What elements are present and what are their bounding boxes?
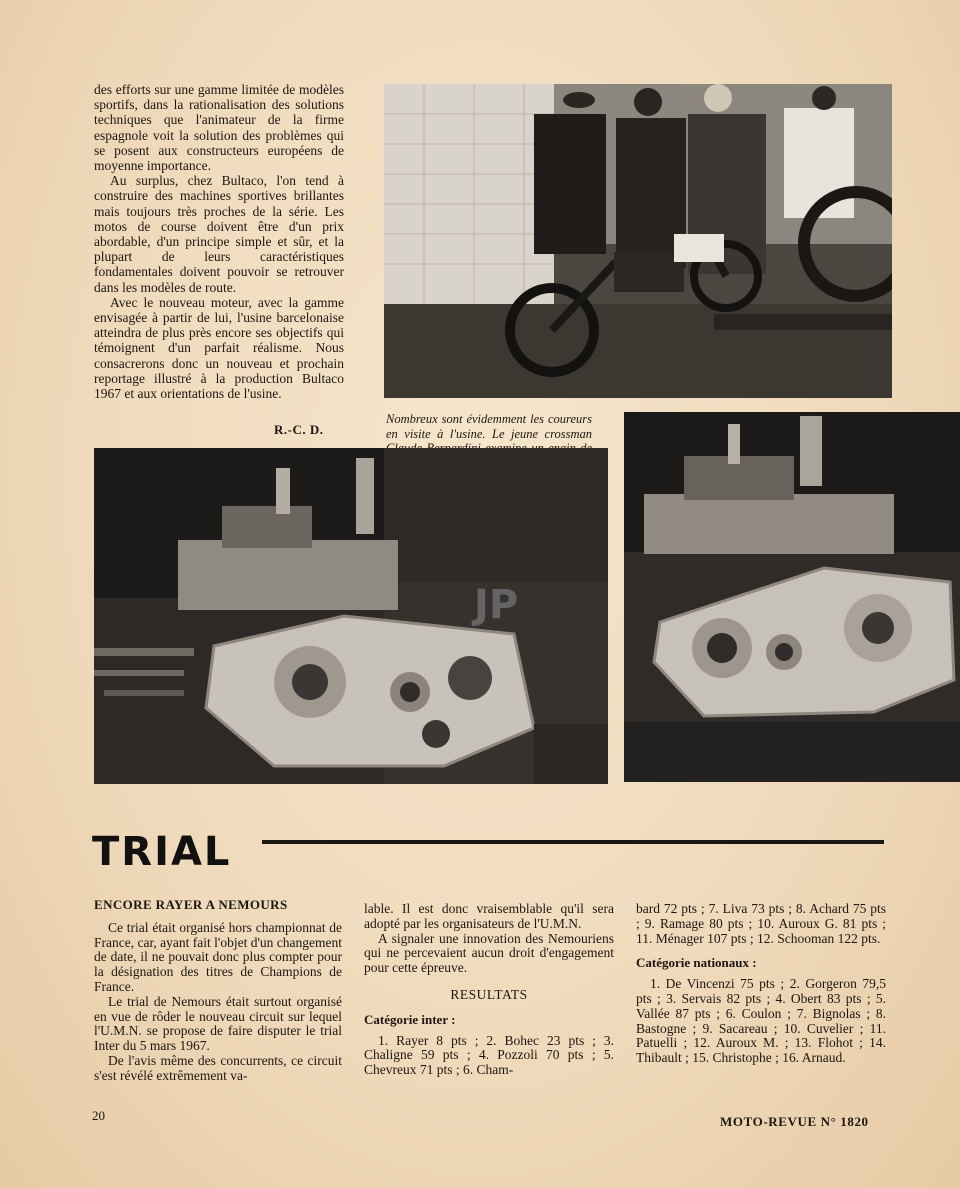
photo-workshop-riders xyxy=(384,84,892,398)
intro-paragraph: Au surplus, chez Bultaco, l'on tend à construire des machines sportives brillantes mais toujours très proches de la série. Les motos de course doivent être d'un prix abordable, d'un principe simple et sûr, et la plupart de leurs caractéristiques fondamentales doivent pouvoir se retrouver dans les modèles de route. xyxy=(94,173,344,295)
category-inter-results-cont: bard 72 pts ; 7. Liva 73 pts ; 8. Achard 75 pts ; 9. Ramage 80 pts ; 10. Auroux G. 81 pts ; 11. Ménager 107 pts ; 12. Schooman 122 pts. xyxy=(636,901,886,946)
category-nationaux-results: 1. De Vincenzi 75 pts ; 2. Gorgeron 79,5 pts ; 3. Servais 82 pts ; 4. Obert 83 pts ; 5. Vallée 87 pts ; 6. Coulon ; 7. Bignolas ; 8. Bastogne ; 9. Sacareau ; 10. Cuvelier ; 11. Patuelli ; 12. Auroux M. ; 13. Flohot ; 14. Thibault ; 15. Christophe ; 16. Arnaud. xyxy=(636,976,886,1066)
article-intro-text xyxy=(94,82,344,401)
trial-column-2 xyxy=(364,902,614,1078)
author-signature: R.-C. D. xyxy=(274,422,324,437)
trial-paragraph: lable. Il est donc vraisemblable qu'il sera adopté par les organisateurs de l'U.M.N. xyxy=(364,901,614,931)
intro-paragraph: des efforts sur une gamme limitée de modèles sportifs, dans la rationalisation des solutions techniques que l'animateur de la firme espagnole voit la solution des problèmes qui se posent aux constructeurs européens de moyenne importance. xyxy=(94,82,344,174)
page-number: 20 xyxy=(92,1108,105,1123)
trial-column-3 xyxy=(636,902,886,1066)
trial-paragraph: Le trial de Nemours était surtout organisé en vue de rôder le nouveau circuit sur lequel l'U.M.N. se propose de faire disputer le trial Inter du 5 mars 1967. xyxy=(94,993,342,1054)
trial-paragraph: A signaler une innovation des Nemouriens qui ne percevaient aucun droit d'engagement pour cette épreuve. xyxy=(364,930,614,976)
trial-column-1 xyxy=(94,898,342,1084)
category-inter-results: 1. Rayer 8 pts ; 2. Bohec 23 pts ; 3. Chaligne 59 pts ; 4. Pozzoli 70 pts ; 5. Chevreux 71 pts ; 6. Cham- xyxy=(364,1032,614,1078)
intro-paragraph: Avec le nouveau moteur, avec la gamme envisagée à partir de lui, l'usine barcelonaise atteindra de plus près encore ses objectifs qui témoignent d'un parfait réalisme. Nous consacrerons donc un nouveau et prochain reportage illustré à la production Bultaco 1967 et aux orientations de l'usine. xyxy=(94,294,344,402)
category-inter-heading: Catégorie inter : xyxy=(364,1011,456,1027)
photo-engine-casing-right xyxy=(624,412,960,782)
caption-riders: Nombreux sont évidemment les coureurs en visite à l'usine. Le jeune crossman xyxy=(386,412,592,441)
section-title-rule xyxy=(262,840,884,844)
photo-engine-casing-left xyxy=(94,448,608,784)
trial-heading: ENCORE RAYER A NEMOURS xyxy=(94,897,288,912)
category-nationaux-heading: Catégorie nationaux : xyxy=(636,955,757,971)
trial-paragraph: De l'avis même des concurrents, ce circuit s'est révélé extrêmement va- xyxy=(94,1052,342,1083)
results-heading: RESULTATS xyxy=(450,986,528,1002)
trial-paragraph: Ce trial était organisé hors championnat de France, car, ayant fait l'objet d'un changement de date, il ne pouvait donc plus compter pour la désignation des titres de Champions de France. xyxy=(94,919,342,994)
watermark-text: JP xyxy=(474,582,519,628)
section-title: TRIAL xyxy=(92,829,232,875)
magazine-issue: MOTO-REVUE N° 1820 xyxy=(720,1114,869,1129)
